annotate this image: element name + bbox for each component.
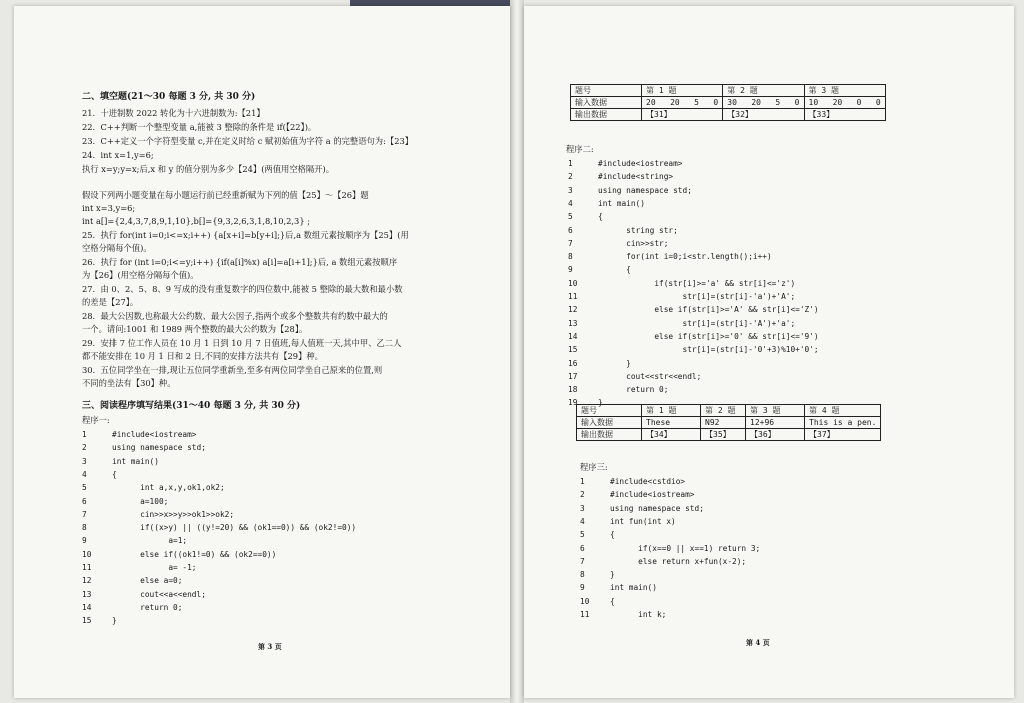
question-24: 执行 x=y;y=x;后,x 和 y 的值分别为多少【24】(两值用空格隔开)。 [82,164,335,174]
code-text: { [610,596,615,606]
code-text: { [598,265,631,275]
code-text: if(x==0 || x==1) return 3; [610,543,761,553]
code-line [580,556,746,567]
program-3-label: 程序三: [580,462,608,472]
code-text: a=1; [112,536,188,546]
line-number: 3 [580,503,585,513]
question-27: 27. 由 0、2、5、8、9 写成的没有重复数字的四位数中,能被 5 整除的最大数和最小数 [82,284,403,294]
section-2-title: 二、填空题(21～30 每题 3 分, 共 30 分) [82,92,256,102]
question-21: 21. 十进制数 2022 转化为十六进制数为:【21】 [82,108,265,118]
line-number: 13 [82,589,92,599]
code-line [82,602,182,613]
table-cell: 输出数据 [577,429,642,441]
table-cell: 【36】 [746,429,805,441]
question-30: 30. 五位同学坐在一排,现让五位同学重新坐,至多有两位同学坐自己原来的位置,则 [82,365,383,375]
table-cell: 第 1 题 [642,405,701,417]
code-line [82,575,182,586]
line-number: 9 [580,583,585,593]
code-text: else if((ok1!=0) && (ok2==0)) [112,549,277,559]
code-text: a=100; [112,496,169,506]
question-23: 23. C++定义一个字符型变量 c,并在定义时给 c 赋初始值为字符 a 的完整语句为:【23】 [82,136,414,146]
table-cell: 10 20 0 0 [804,97,885,109]
code-text: #include<string> [598,172,674,182]
line-number: 6 [82,496,87,506]
table-cell: This is a pen. [805,417,881,429]
line-number: 12 [568,305,578,315]
code-text: else return x+fun(x-2); [610,556,747,566]
code-text: { [112,469,117,479]
code-text: string str; [598,225,678,235]
line-number: 4 [82,469,87,479]
code-line [568,291,795,302]
line-number: 10 [82,549,92,559]
table-cell: 第 1 题 [642,85,723,97]
table-cell: N92 [701,417,746,429]
line-number: 7 [580,556,585,566]
question-30-cont: 不同的坐法有【30】种。 [82,378,176,388]
code-text: int main() [610,583,657,593]
code-text: } [112,616,117,626]
code-text: int k; [610,610,667,619]
code-line [580,569,615,580]
program-1-table [570,84,886,121]
code-text: } [598,398,603,408]
question-25-vars: int x=3,y=6; [82,203,136,213]
line-number: 4 [568,198,573,208]
table-cell: 第 2 题 [701,405,746,417]
question-27-cont: 的差是【27】。 [82,297,139,307]
question-29-cont: 都不能安排在 10 月 1 日和 2 日,不同的安排方法共有【29】种。 [82,351,323,361]
question-28: 28. 最大公因数,也称最大公约数、最大公因子,指两个或多个整数共有约数中最大的 [82,311,388,321]
code-line [580,596,615,607]
code-line [82,589,206,600]
page-4 [524,6,1014,698]
line-number: 11 [82,563,92,572]
code-text: cin>>x>>y>>ok1>>ok2; [112,509,235,519]
line-number: 5 [82,483,87,493]
code-text: else a=0; [112,576,183,586]
code-line [580,543,760,554]
code-line [568,251,772,262]
code-line [82,615,117,626]
code-text: cin>>str; [598,238,669,248]
line-number: 5 [568,212,573,222]
line-number: 8 [568,252,573,262]
line-number: 9 [82,536,87,546]
code-line [82,429,197,440]
page-fold [510,0,524,703]
line-number: 3 [568,185,573,195]
table-cell: 12+96 [746,417,805,429]
line-number: 18 [568,385,578,395]
code-line [580,582,657,593]
line-number: 1 [580,477,585,486]
line-number: 11 [580,610,590,619]
code-text: str[i]=(str[i]-'0'+3)%10+'0'; [598,345,819,355]
question-26: 26. 执行 for (int i=0;i<=y;i++) {if(a[i]%x) a[i]=a[i+1];}后, a 数组元素按顺序 [82,257,398,267]
table-cell: These [642,417,701,429]
program-2-label: 程序二: [566,144,594,154]
table-cell: 第 4 题 [805,405,881,417]
table-row [571,109,886,121]
table-row [577,405,881,417]
code-text: cout<<str<<endl; [598,371,702,381]
line-number: 6 [580,543,585,553]
code-line [568,198,645,209]
code-line [568,158,683,169]
question-24-code: 24. int x=1,y=6; [82,150,154,160]
code-text: { [610,530,615,540]
line-number: 16 [568,358,578,368]
code-line [568,225,678,236]
section-3-title: 三、阅读程序填写结果(31～40 每题 3 分, 共 30 分) [82,401,301,411]
table-cell: 【34】 [642,429,701,441]
code-line [82,509,234,520]
table-row [577,429,881,441]
code-line [82,562,197,573]
page-number: 第 3 页 [258,642,282,651]
table-cell: 题号 [571,85,642,97]
code-text: cout<<a<<endl; [112,589,206,599]
question-25-intro: 假设下列两小题变量在每小题运行前已经重新赋为下列的值【25】～【26】题 [82,190,369,200]
code-text: using namespace std; [610,503,704,513]
code-line [580,476,685,487]
code-text: str[i]=(str[i]-'A')+'a'; [598,318,796,328]
code-line [568,331,819,342]
line-number: 17 [568,371,578,381]
table-cell: 输出数据 [571,109,642,121]
program-2-table [576,404,881,441]
line-number: 15 [82,616,92,626]
line-number: 8 [82,523,87,533]
line-number: 13 [568,318,578,328]
code-text: #include<cstdio> [610,477,686,486]
line-number: 3 [82,456,87,466]
table-row [571,97,886,109]
line-number: 14 [568,331,578,341]
code-text: int main() [112,456,159,466]
code-text: int fun(int x) [610,516,676,526]
line-number: 1 [568,159,573,168]
question-26-cont: 为【26】(用空格分隔每个值)。 [82,270,199,280]
code-text: a= -1; [112,563,197,572]
question-29: 29. 安排 7 位工作人员在 10 月 1 日到 10 月 7 日值班,每人值班一天,其中甲、乙二人 [82,338,402,348]
table-cell: 输入数据 [577,417,642,429]
code-line [82,496,168,507]
code-line [580,529,615,540]
table-cell: 【33】 [804,109,885,121]
line-number: 7 [82,509,87,519]
code-text: using namespace std; [598,185,692,195]
program-1-label: 程序一: [82,415,110,425]
code-text: else if(str[i]>='A' && str[i]<='Z') [598,305,819,315]
table-cell: 【35】 [701,429,746,441]
line-number: 2 [568,172,573,182]
line-number: 1 [82,430,87,439]
code-text: using namespace std; [112,443,206,453]
line-number: 19 [568,398,578,408]
code-line [82,549,276,560]
code-text: #include<iostream> [112,430,197,439]
line-number: 11 [568,292,578,301]
code-line [568,171,673,182]
code-line [568,278,795,289]
table-cell: 【32】 [723,109,804,121]
code-line [580,609,666,620]
code-line [568,358,631,369]
code-text: for(int i=0;i<str.length();i++) [598,252,772,262]
table-cell: 第 3 题 [746,405,805,417]
line-number: 10 [568,278,578,288]
table-cell: 输入数据 [571,97,642,109]
line-number: 15 [568,345,578,355]
table-cell: 【37】 [805,429,881,441]
question-25-arrays: int a[]={2,4,3,7,8,9,1,10},b[]={9,3,2,6,3,1,8,10,2,3} ; [82,216,311,226]
code-line [580,489,695,500]
code-line [82,482,225,493]
table-cell: 第 3 题 [804,85,885,97]
code-text: { [598,212,603,222]
code-line [82,469,117,480]
question-25-cont: 空格分隔每个值)。 [82,243,152,253]
table-cell: 第 2 题 [723,85,804,97]
code-line [82,442,206,453]
line-number: 7 [568,238,573,248]
question-28-cont: 一个。请问:1001 和 1989 两个整数的最大公约数为【28】。 [82,324,308,334]
line-number: 12 [82,576,92,586]
code-line [580,503,704,514]
line-number: 2 [580,490,585,500]
line-number: 10 [580,596,590,606]
table-cell: 题号 [577,405,642,417]
line-number: 6 [568,225,573,235]
code-line [580,516,676,527]
question-25: 25. 执行 for(int i=0;i<=x;i++) {a[x+i]=b[y+i];}后,a 数组元素按顺序为【25】(用 [82,230,409,240]
code-text: int main() [598,198,645,208]
line-number: 4 [580,516,585,526]
table-cell: 30 20 5 0 [723,97,804,109]
code-line [568,211,603,222]
line-number: 5 [580,530,585,540]
code-line [82,535,187,546]
code-text: int a,x,y,ok1,ok2; [112,483,225,493]
code-text: str[i]=(str[i]-'a')+'A'; [598,292,796,301]
code-text: } [598,358,631,368]
code-line [568,238,668,249]
page-3 [14,6,510,698]
code-line [568,264,631,275]
question-22: 22. C++判断一个整型变量 a,能被 3 整除的条件是 if(【22】)。 [82,122,317,132]
line-number: 2 [82,443,87,453]
table-row [577,417,881,429]
code-text: #include<iostream> [598,159,683,168]
code-text: if((x>y) || ((y!=20) && (ok1==0)) && (ok2!=0)) [112,523,357,533]
code-line [568,344,819,355]
line-number: 14 [82,602,92,612]
code-line [82,456,159,467]
line-number: 8 [580,570,585,580]
table-cell: 【31】 [642,109,723,121]
line-number: 9 [568,265,573,275]
code-text: return 0; [112,602,183,612]
page-number: 第 4 页 [746,638,770,647]
code-text: return 0; [598,385,669,395]
code-text: else if(str[i]>='0' && str[i]<='9') [598,331,819,341]
code-line [568,185,692,196]
code-text: } [610,570,615,580]
code-line [82,522,356,533]
table-cell: 20 20 5 0 [642,97,723,109]
code-line [568,384,668,395]
code-line [568,318,795,329]
code-text: #include<iostream> [610,490,695,500]
code-text: if(str[i]>='a' && str[i]<='z') [598,278,796,288]
table-row [571,85,886,97]
code-line [568,371,701,382]
code-line [568,304,819,315]
